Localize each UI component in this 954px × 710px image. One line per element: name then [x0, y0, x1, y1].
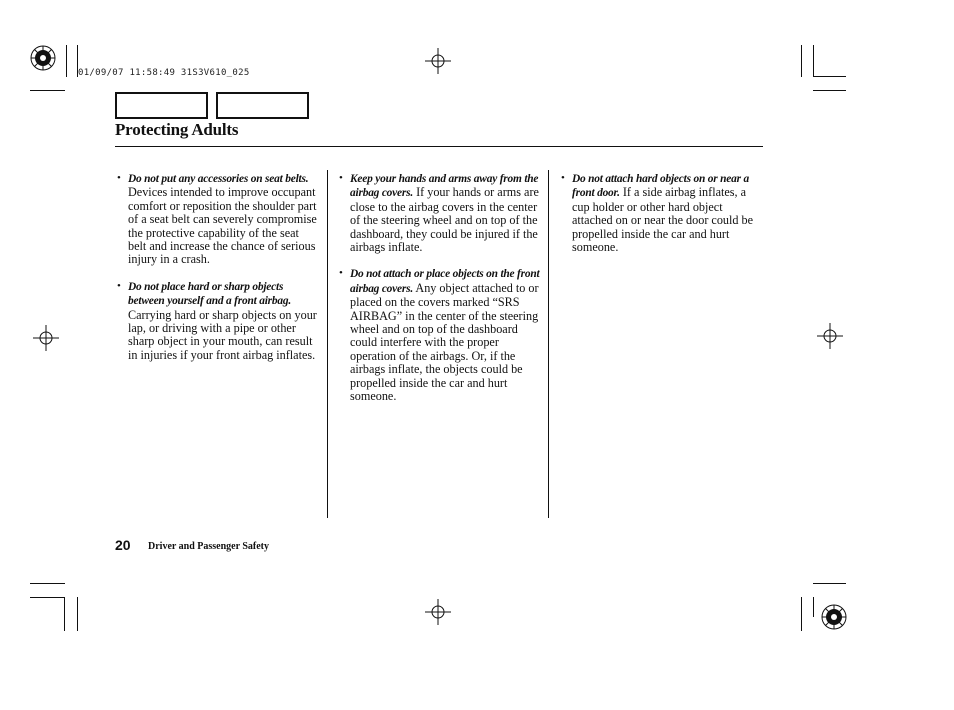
bullet-item: [338, 172, 542, 254]
header-tab-box: [115, 92, 208, 119]
bullet-glyph: •: [339, 172, 343, 184]
bullet-lead: Do not attach hard objects on or near a front door.: [572, 173, 750, 200]
bullet-body: Any object attached to or placed on the covers marked “SRS AIRBAG” in the center of the steering wheel and on top of the dashboard could interfere with the proper operation of the airbags. Or, if the airbags inflate, the objects could be propelled inside the car and hurt someone.: [350, 280, 539, 404]
crop-mark-icon: [813, 597, 814, 617]
crop-mark-icon: [813, 76, 846, 77]
registration-target-icon: [817, 323, 843, 349]
bullet-glyph: •: [561, 172, 565, 184]
bullet-body: Devices intended to improve occupant comfort or reposition the shoulder part of a seat belt can severely compromise the protective capability of the seat belt and increase the chance of serious injury in a crash.: [128, 185, 317, 267]
registration-target-icon: [33, 325, 59, 351]
bullet-lead: Keep your hands and arms away from the airbag covers.: [350, 173, 539, 200]
bullet-glyph: •: [117, 279, 121, 292]
bullet-body: If your hands or arms are close to the airbag covers in the center of the steering wheel and on top of the dashboard, they could be injured if the airbags inflate.: [350, 185, 539, 255]
bullet-item: [338, 267, 542, 403]
crop-mark-icon: [30, 583, 65, 584]
crop-mark-icon: [801, 597, 802, 631]
crop-mark-icon: [64, 597, 65, 631]
text-column-2: [338, 172, 542, 417]
header-tab-box: [216, 92, 309, 119]
crop-mark-icon: [813, 583, 846, 584]
crop-mark-icon: [813, 45, 814, 77]
title-rule: [115, 146, 763, 147]
print-timestamp: 01/09/07 11:58:49 31S3V610_025: [78, 68, 250, 78]
sunburst-target-icon: [821, 604, 847, 630]
crop-mark-icon: [30, 90, 65, 91]
bullet-body: Carrying hard or sharp objects on your lap, or driving with a pipe or other sharp object in your mouth, can result in injuries if your front airbag inflates.: [128, 307, 317, 362]
page-title: Protecting Adults: [115, 120, 239, 139]
footer-section-name: Driver and Passenger Safety: [148, 541, 270, 552]
registration-target-icon: [425, 48, 451, 74]
text-column-1: [116, 172, 320, 375]
registration-target-icon: [425, 599, 451, 625]
bullet-glyph: •: [339, 267, 343, 280]
bullet-lead: Do not place hard or sharp objects between yourself and a front airbag.: [128, 280, 292, 308]
page-number: 20: [115, 537, 131, 553]
crop-mark-icon: [813, 90, 846, 91]
crop-mark-icon: [30, 597, 65, 598]
bullet-glyph: •: [117, 172, 121, 184]
bullet-item: [560, 172, 764, 254]
bullet-item: [116, 172, 320, 267]
crop-mark-icon: [801, 45, 802, 77]
bullet-lead: Do not attach or place objects on the front airbag covers.: [350, 268, 540, 295]
text-column-3: [560, 172, 764, 267]
bullet-item: [116, 280, 320, 362]
crop-mark-icon: [66, 45, 67, 77]
sunburst-target-icon: [30, 45, 56, 71]
crop-mark-icon: [77, 597, 78, 631]
bullet-lead: Do not put any accessories on seat belts.: [128, 173, 309, 185]
column-divider: [327, 170, 328, 518]
bullet-body: If a side airbag inflates, a cup holder or other hard object attached on or near the door could be propelled inside the car and hurt someone.: [572, 185, 754, 255]
column-divider: [548, 170, 549, 518]
